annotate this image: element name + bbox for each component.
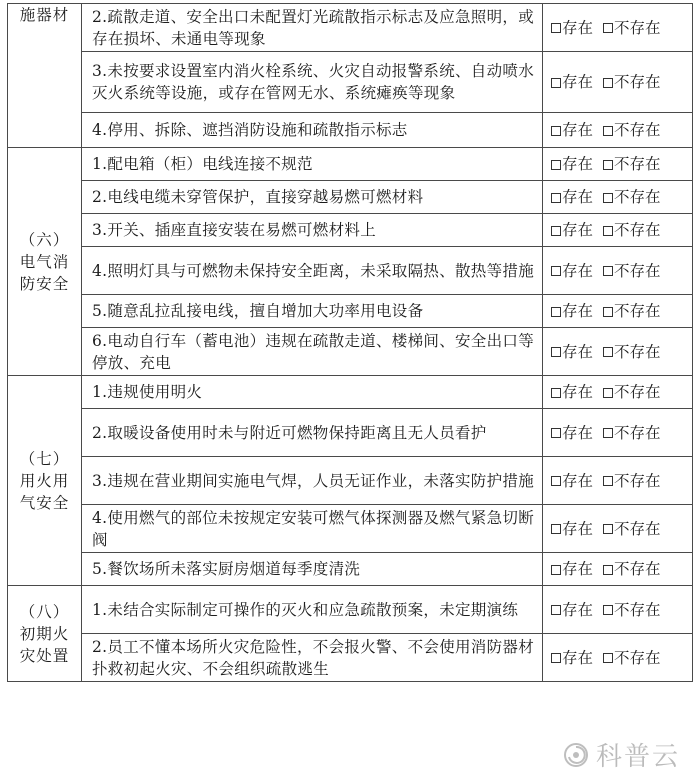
- hazard-item-text: 3.未按要求设置室内消火栓系统、火灾自动报警系统、自动喷水灭火系统等设施，或存在管网无水、系统瘫痪等现象: [82, 52, 543, 113]
- checklist-row: [8, 457, 693, 505]
- checklist-row: [8, 4, 693, 52]
- label-not-exists: 不存在: [614, 560, 661, 578]
- checkbox-not-exists[interactable]: [603, 347, 613, 357]
- checkbox-not-exists[interactable]: [603, 226, 613, 236]
- category-label-line: 气安全: [19, 493, 70, 512]
- label-not-exists: 不存在: [614, 221, 661, 239]
- hazard-item-text: 4.照明灯具与可燃物未保持安全距离，未采取隔热、散热等措施: [82, 247, 543, 295]
- label-exists: 存在: [562, 383, 594, 401]
- label-not-exists: 不存在: [614, 261, 661, 280]
- checklist-row: [8, 214, 693, 247]
- checklist-row: [8, 113, 693, 148]
- checkbox-exists[interactable]: [551, 653, 561, 663]
- watermark-text: 科普云: [595, 742, 680, 772]
- status-options-cell: [543, 457, 693, 505]
- label-exists: 存在: [562, 73, 594, 91]
- checkbox-not-exists[interactable]: [603, 266, 613, 276]
- label-exists: 存在: [562, 519, 594, 538]
- label-not-exists: 不存在: [614, 188, 661, 206]
- label-exists: 存在: [562, 261, 594, 280]
- checkbox-exists[interactable]: [551, 78, 561, 88]
- hazard-item-text: 6.电动自行车（蓄电池）违规在疏散走道、楼梯间、安全出口等停放、充电: [82, 328, 543, 376]
- checkbox-exists[interactable]: [551, 126, 561, 136]
- category-cell: [8, 586, 82, 682]
- checklist-row: [8, 505, 693, 553]
- status-options-cell: [543, 181, 693, 214]
- status-options-cell: [543, 553, 693, 586]
- label-exists: 存在: [562, 121, 594, 139]
- hazard-item-text: 3.开关、插座直接安装在易燃可燃材料上: [82, 214, 543, 247]
- category-label-line: 电气消: [19, 252, 70, 271]
- status-options-cell: [543, 4, 693, 52]
- hazard-item-text: 4.停用、拆除、遮挡消防设施和疏散指示标志: [82, 113, 543, 148]
- category-label-line: （八）: [19, 602, 70, 621]
- hazard-item-text: 2.电线电缆未穿管保护，直接穿越易燃可燃材料: [82, 181, 543, 214]
- checklist-row: [8, 181, 693, 214]
- checkbox-not-exists[interactable]: [603, 428, 613, 438]
- label-exists: 存在: [562, 18, 594, 37]
- hazard-item-text: 2.取暖设备使用时未与附近可燃物保持距离且无人员看护: [82, 409, 543, 457]
- checklist-row: [8, 52, 693, 113]
- hazard-item-text: 1.违规使用明火: [82, 376, 543, 409]
- status-options-cell: [543, 328, 693, 376]
- hazard-item-text: 5.随意乱拉乱接电线，擅自增加大功率用电设备: [82, 295, 543, 328]
- checklist-row: [8, 553, 693, 586]
- checkbox-exists[interactable]: [551, 307, 561, 317]
- checkbox-not-exists[interactable]: [603, 653, 613, 663]
- hazard-item-text: 2.疏散走道、安全出口未配置灯光疏散指示标志及应急照明，或存在损坏、未通电等现象: [82, 4, 543, 52]
- label-exists: 存在: [562, 342, 594, 361]
- checkbox-exists[interactable]: [551, 226, 561, 236]
- category-label-line: （六）: [19, 230, 70, 249]
- label-exists: 存在: [562, 648, 594, 667]
- checklist-row: [8, 148, 693, 181]
- status-options-cell: [543, 52, 693, 113]
- checklist-row: [8, 634, 693, 682]
- checkbox-exists[interactable]: [551, 266, 561, 276]
- checkbox-exists[interactable]: [551, 428, 561, 438]
- category-label-line: 防安全: [19, 274, 70, 293]
- category-label-line: 灾处置: [19, 646, 70, 665]
- label-not-exists: 不存在: [614, 471, 661, 490]
- checkbox-not-exists[interactable]: [603, 565, 613, 575]
- label-not-exists: 不存在: [614, 423, 661, 442]
- label-exists: 存在: [562, 302, 594, 320]
- hazard-item-text: 4.使用燃气的部位未按规定安装可燃气体探测器及燃气紧急切断阀: [82, 505, 543, 553]
- checkbox-not-exists[interactable]: [603, 126, 613, 136]
- watermark: [562, 736, 680, 773]
- checkbox-exists[interactable]: [551, 388, 561, 398]
- checkbox-not-exists[interactable]: [603, 605, 613, 615]
- label-not-exists: 不存在: [614, 383, 661, 401]
- checklist-row: [8, 247, 693, 295]
- checklist-row: [8, 409, 693, 457]
- status-options-cell: [543, 247, 693, 295]
- checkbox-not-exists[interactable]: [603, 23, 613, 33]
- label-exists: 存在: [562, 560, 594, 578]
- checkbox-not-exists[interactable]: [603, 524, 613, 534]
- category-label-line: 初期火: [19, 624, 70, 643]
- hazard-checklist-table: [7, 3, 693, 682]
- label-not-exists: 不存在: [614, 121, 661, 139]
- hazard-item-text: 1.未结合实际制定可操作的灭火和应急疏散预案，未定期演练: [82, 586, 543, 634]
- checklist-row: [8, 376, 693, 409]
- checkbox-not-exists[interactable]: [603, 476, 613, 486]
- checklist-row: [8, 328, 693, 376]
- hazard-item-text: 1.配电箱（柜）电线连接不规范: [82, 148, 543, 181]
- checkbox-exists[interactable]: [551, 347, 561, 357]
- checkbox-not-exists[interactable]: [603, 78, 613, 88]
- checklist-row: [8, 586, 693, 634]
- checkbox-exists[interactable]: [551, 524, 561, 534]
- checkbox-not-exists[interactable]: [603, 193, 613, 203]
- label-not-exists: 不存在: [614, 155, 661, 173]
- label-not-exists: 不存在: [614, 342, 661, 361]
- status-options-cell: [543, 113, 693, 148]
- label-exists: 存在: [562, 471, 594, 490]
- status-options-cell: [543, 148, 693, 181]
- label-exists: 存在: [562, 221, 594, 239]
- status-options-cell: [543, 409, 693, 457]
- label-exists: 存在: [562, 423, 594, 442]
- status-options-cell: [543, 214, 693, 247]
- hazard-item-text: 2.员工不懂本场所火灾危险性，不会报火警、不会使用消防器材扑救初起火灾、不会组织疏散逃生: [82, 634, 543, 682]
- label-exists: 存在: [562, 188, 594, 206]
- status-options-cell: [543, 505, 693, 553]
- checkbox-not-exists[interactable]: [603, 307, 613, 317]
- label-not-exists: 不存在: [614, 302, 661, 320]
- checkbox-exists[interactable]: [551, 476, 561, 486]
- label-not-exists: 不存在: [614, 648, 661, 667]
- category-label-line: 用火用: [19, 471, 70, 490]
- checkbox-not-exists[interactable]: [603, 160, 613, 170]
- category-cell: [8, 376, 82, 586]
- category-cell: [8, 148, 82, 376]
- kepuyun-logo-icon: [562, 741, 590, 769]
- label-not-exists: 不存在: [614, 600, 661, 619]
- category-cell: [8, 4, 82, 148]
- label-not-exists: 不存在: [614, 519, 661, 538]
- status-options-cell: [543, 376, 693, 409]
- label-exists: 存在: [562, 155, 594, 173]
- label-not-exists: 不存在: [614, 18, 661, 37]
- status-options-cell: [543, 295, 693, 328]
- checkbox-exists[interactable]: [551, 565, 561, 575]
- hazard-item-text: 3.违规在营业期间实施电气焊，人员无证作业，未落实防护措施: [82, 457, 543, 505]
- checkbox-not-exists[interactable]: [603, 388, 613, 398]
- checkbox-exists[interactable]: [551, 193, 561, 203]
- hazard-item-text: 5.餐饮场所未落实厨房烟道每季度清洗: [82, 553, 543, 586]
- checkbox-exists[interactable]: [551, 160, 561, 170]
- checkbox-exists[interactable]: [551, 23, 561, 33]
- label-exists: 存在: [562, 600, 594, 619]
- category-label-line: 施器材: [19, 6, 70, 24]
- checkbox-exists[interactable]: [551, 605, 561, 615]
- status-options-cell: [543, 586, 693, 634]
- category-label-line: （七）: [19, 449, 70, 468]
- label-not-exists: 不存在: [614, 73, 661, 91]
- checklist-row: [8, 295, 693, 328]
- status-options-cell: [543, 634, 693, 682]
